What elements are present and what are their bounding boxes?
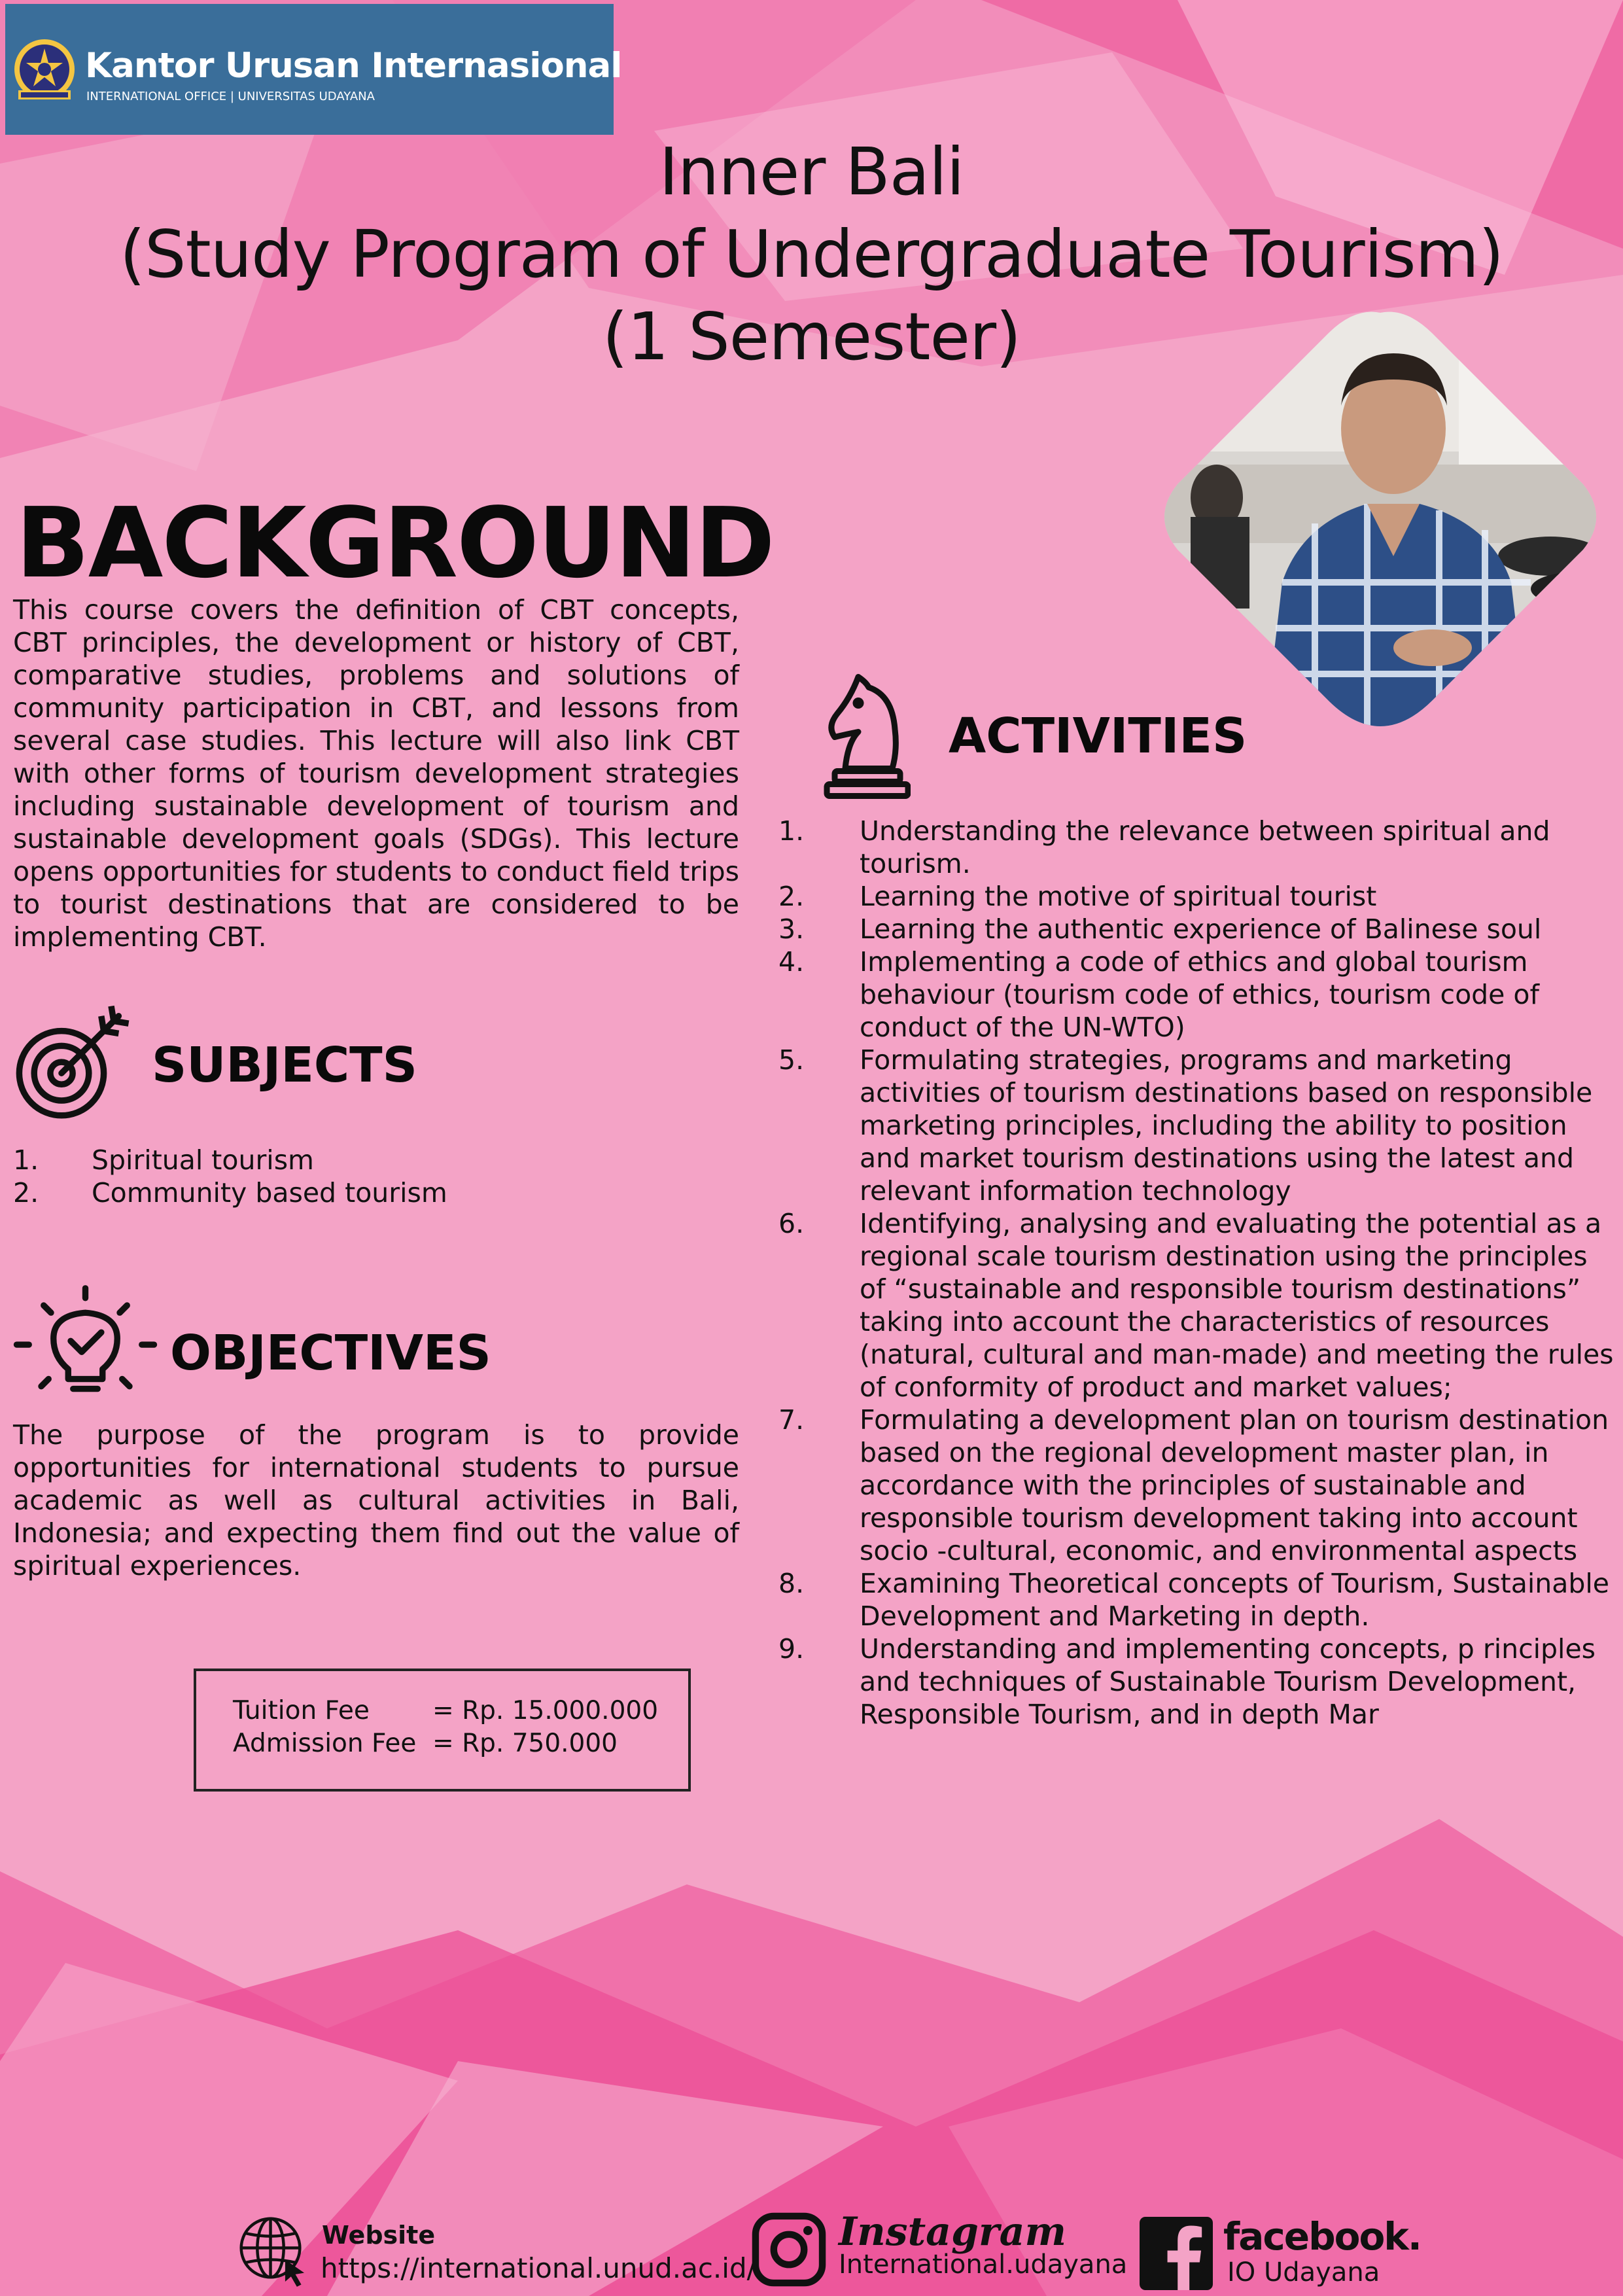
list-item	[778, 815, 1619, 880]
list-text: Formulating strategies, programs and marketing activities of tourism destinations based on responsible marketing principles, including the ability to position and market tourism destinations using the latest and relevant information technology	[860, 1044, 1593, 1207]
list-text: Understanding and implementing concepts, p rinciples and techniques of Sustainable Tourism Development, Responsible Tourism, and in depth Mar	[860, 1633, 1596, 1730]
list-number: 7.	[778, 1404, 805, 1436]
list-text: Spiritual tourism	[92, 1144, 314, 1176]
fee-box	[194, 1669, 691, 1792]
list-item	[778, 1044, 1619, 1207]
admission-fee-value: = Rp. 750.000	[432, 1729, 618, 1758]
tuition-fee-row	[233, 1695, 658, 1727]
globe-cursor-icon	[237, 2214, 310, 2287]
list-number: 1.	[778, 815, 805, 847]
facebook-label: facebook.	[1223, 2214, 1421, 2259]
list-number: 1.	[13, 1144, 39, 1176]
objectives-heading: OBJECTIVES	[170, 1325, 491, 1381]
list-number: 2.	[778, 881, 805, 912]
org-subtitle: INTERNATIONAL OFFICE | UNIVERSITAS UDAYANA	[86, 90, 375, 103]
website-url-link[interactable]: https://international.unud.ac.id/	[321, 2252, 756, 2284]
list-item	[778, 1404, 1619, 1567]
background-text: This course covers the definition of CBT concepts, CBT principles, the development or history of CBT, comparative studies, problems and solutions of community participation in CBT, and lessons from several case studies. This lecture will also link CBT with other forms of tourism development strategies including sustainable development of tourism and sustainable development goals (SDGs). This lecture opens opportunities for students to conduct field trips to tourist destinations that are considered to be implementing CBT.	[13, 594, 739, 953]
list-item	[778, 1207, 1619, 1404]
list-number: 9.	[778, 1633, 805, 1665]
instagram-icon[interactable]	[751, 2212, 827, 2287]
list-text: Examining Theoretical concepts of Tourism, Sustainable Development and Marketing in depth.	[860, 1568, 1610, 1632]
background-heading: BACKGROUND	[16, 487, 774, 599]
activities-heading: ACTIVITIES	[949, 708, 1248, 764]
objectives-text: The purpose of the program is to provide opportunities for international students to pursue academic as well as cultural activities in Bali, Indonesia; and expecting them find out the value of spiritual experiences.	[13, 1419, 739, 1581]
title-line-3: (1 Semester)	[602, 298, 1021, 375]
list-number: 8.	[778, 1568, 805, 1599]
list-item	[778, 880, 1619, 913]
subjects-heading: SUBJECTS	[152, 1037, 417, 1093]
university-seal-icon	[12, 37, 77, 102]
chess-knight-icon	[819, 667, 911, 802]
list-number: 4.	[778, 946, 805, 978]
list-item	[778, 1633, 1619, 1731]
list-text: Implementing a code of ethics and global tourism behaviour (tourism code of ethics, tourism code of conduct of the UN-WTO)	[860, 946, 1539, 1043]
list-text: Learning the authentic experience of Balinese soul	[860, 913, 1542, 945]
list-text: Understanding the relevance between spiritual and tourism.	[860, 815, 1550, 879]
list-number: 6.	[778, 1208, 805, 1239]
list-text: Identifying, analysing and evaluating the potential as a regional scale tourism destination using the principles of “sustainable and responsible tourism destinations” taking into account the characteristics of resources (natural, cultural and man-made) and meeting the rules of conformity of product and market values;	[860, 1208, 1614, 1403]
facebook-icon[interactable]	[1140, 2217, 1213, 2290]
org-banner	[5, 4, 622, 135]
list-item	[778, 913, 1619, 945]
title-line-1: Inner Bali	[659, 133, 964, 210]
list-number: 3.	[778, 913, 805, 945]
admission-fee-row	[233, 1727, 618, 1760]
list-item	[778, 1567, 1619, 1633]
lightbulb-check-icon	[12, 1282, 159, 1407]
list-text: Formulating a development plan on tourism destination based on the regional development master plan, in accordance with the principles of sustainable and responsible tourism development taking into account socio -cultural, economic, and environmental aspects	[860, 1404, 1609, 1566]
org-name: Kantor Urusan Internasional	[85, 46, 622, 86]
tuition-fee-label: Tuition Fee	[233, 1696, 370, 1725]
instagram-label: Instagram	[839, 2209, 1066, 2255]
website-label: Website	[322, 2221, 436, 2250]
activities-list	[778, 815, 1619, 1731]
instagram-handle-link[interactable]: International.udayana	[839, 2250, 1128, 2280]
list-item	[13, 1176, 667, 1209]
student-photo	[1151, 308, 1609, 752]
list-item	[13, 1144, 667, 1176]
list-text: Community based tourism	[92, 1177, 447, 1209]
list-text: Learning the motive of spiritual tourist	[860, 881, 1377, 912]
tuition-fee-value: = Rp. 15.000.000	[432, 1696, 659, 1725]
target-icon	[12, 1001, 136, 1125]
title-line-2: (Study Program of Undergraduate Tourism)	[120, 216, 1503, 292]
list-number: 5.	[778, 1044, 805, 1076]
facebook-handle-link[interactable]: IO Udayana	[1227, 2257, 1380, 2287]
subjects-list	[13, 1144, 667, 1209]
list-item	[778, 945, 1619, 1044]
admission-fee-label: Admission Fee	[233, 1729, 417, 1758]
list-number: 2.	[13, 1177, 39, 1209]
